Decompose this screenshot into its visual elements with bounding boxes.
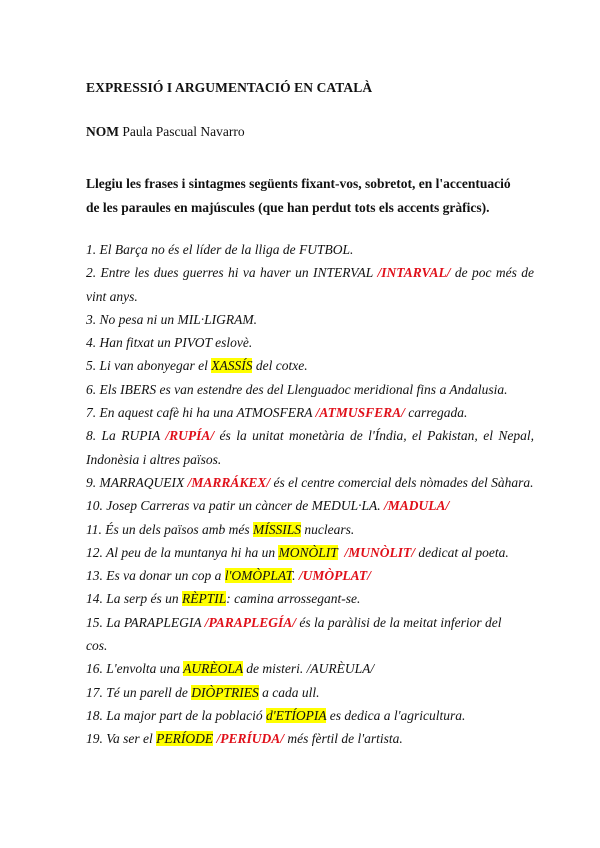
highlighted-word: MONÒLIT [278, 544, 338, 560]
list-item: 6. Els IBERS es van estendre des del Llenguadoc meridional fins a Andalusia. [86, 381, 508, 397]
item-text: de poc més de vint anys. [86, 265, 534, 304]
item-text: es dedica a l'agricultura. [326, 707, 466, 723]
list-item: 4. Han fitxat un PIVOT eslovè. [86, 335, 253, 351]
list-item [86, 401, 534, 424]
item-text: 7. En aquest cafè hi ha una ATMOSFERA [86, 405, 316, 421]
list-item [86, 611, 534, 658]
list-item [86, 541, 534, 564]
list-item [86, 424, 534, 471]
item-text: és el centre comercial dels nòmades del Sàhara. [270, 474, 534, 490]
phonetic-transcription: /RUPÍA/ [165, 428, 215, 444]
item-text: 10. Josep Carreras va patir un càncer de MEDUL·LA. [86, 498, 384, 514]
list-item [86, 704, 534, 727]
item-text: . [292, 568, 299, 584]
item-text: 12. Al peu de la muntanya hi ha un [86, 544, 279, 560]
document-title: EXPRESSIÓ I ARGUMENTACIÓ EN CATALÀ [86, 80, 373, 95]
item-text: 18. La major part de la població [86, 707, 267, 723]
item-text: 16. L'envolta una [86, 661, 184, 677]
list-item [86, 727, 534, 750]
phonetic-transcription: /UMÒPLAT/ [298, 568, 371, 584]
phonetic-transcription: /PERÍUDA/ [216, 731, 284, 747]
phonetic-transcription: /MARRÁKEX/ [187, 474, 271, 490]
list-item [86, 587, 534, 610]
list-item [86, 564, 534, 587]
highlighted-word: RÈPTIL [182, 591, 227, 607]
list-item [86, 494, 534, 517]
highlighted-word: XASSÍS [211, 358, 253, 374]
item-text: és la unitat monetària de l'Índia, el Pakistan, el Nepal, Indonèsia i altres països. [86, 428, 534, 467]
highlighted-word: DIÒPTRIES [191, 684, 259, 700]
item-text: a cada ull. [258, 684, 320, 700]
list-item [86, 518, 534, 541]
phonetic-transcription: /INTARVAL/ [377, 265, 451, 281]
phonetic-transcription: /PARAPLEGÍA/ [204, 614, 297, 630]
item-text: del cotxe. [252, 358, 308, 374]
highlighted-word: d'ETÍOPIA [266, 707, 327, 723]
item-text: 19. Va ser el [86, 731, 157, 747]
highlighted-word: l'OMÒPLAT [224, 568, 293, 584]
item-text: dedicat al poeta. [415, 544, 509, 560]
list-item [86, 681, 534, 704]
instructions [86, 172, 516, 220]
item-text: 13. Es va donar un cop a [86, 568, 225, 584]
item-text: 17. Té un parell de [86, 684, 192, 700]
list-item [86, 354, 534, 377]
list-item [86, 657, 534, 680]
item-text: 8. La RUPIA [86, 428, 166, 444]
list-item [86, 471, 534, 494]
item-text: és la paràlisi de la meitat inferior del cos. [86, 614, 502, 654]
list-item: 1. El Barça no és el líder de la lliga de FUTBOL. [86, 242, 354, 257]
phonetic-transcription: /MADULA/ [383, 498, 450, 514]
highlighted-word: MÍSSILS [253, 521, 301, 537]
item-text: més fèrtil de l'artista. [284, 731, 403, 747]
list-item [86, 261, 534, 308]
name-line [86, 124, 245, 140]
item-text: 9. MARRAQUEIX [86, 474, 188, 490]
phonetic-transcription: /MUNÒLIT/ [344, 544, 415, 560]
item-text: de misteri. /AURÈULA/ [242, 661, 375, 677]
sentence-list [86, 238, 534, 751]
item-text: 15. La PARAPLEGIA [86, 614, 205, 630]
item-text: 14. La serp és un [86, 591, 183, 607]
item-text: : camina arrossegant-se. [226, 591, 361, 607]
instruction-line-1: Llegiu les frases i sintagmes següents fixant-vos, sobretot, en l'accentuació [86, 176, 511, 191]
item-text: 5. Li van abonyegar el [86, 358, 212, 374]
instruction-line-2: de les paraules en majúscules (que han perdut tots els accents gràfics). [86, 200, 490, 215]
highlighted-word: PERÍODE [156, 731, 214, 747]
item-text: nuclears. [301, 521, 355, 537]
item-text: carregada. [404, 405, 468, 421]
name-label: NOM [86, 124, 119, 139]
highlighted-word: AURÈOLA [183, 661, 243, 677]
name-value: Paula Pascual Navarro [122, 124, 245, 139]
item-text: 11. És un dels països amb més [86, 521, 253, 537]
item-text: 2. Entre les dues guerres hi va haver un INTERVAL [86, 265, 378, 281]
list-item: 3. No pesa ni un MIL·LIGRAM. [86, 311, 257, 327]
phonetic-transcription: /ATMUSFERA/ [315, 405, 405, 421]
